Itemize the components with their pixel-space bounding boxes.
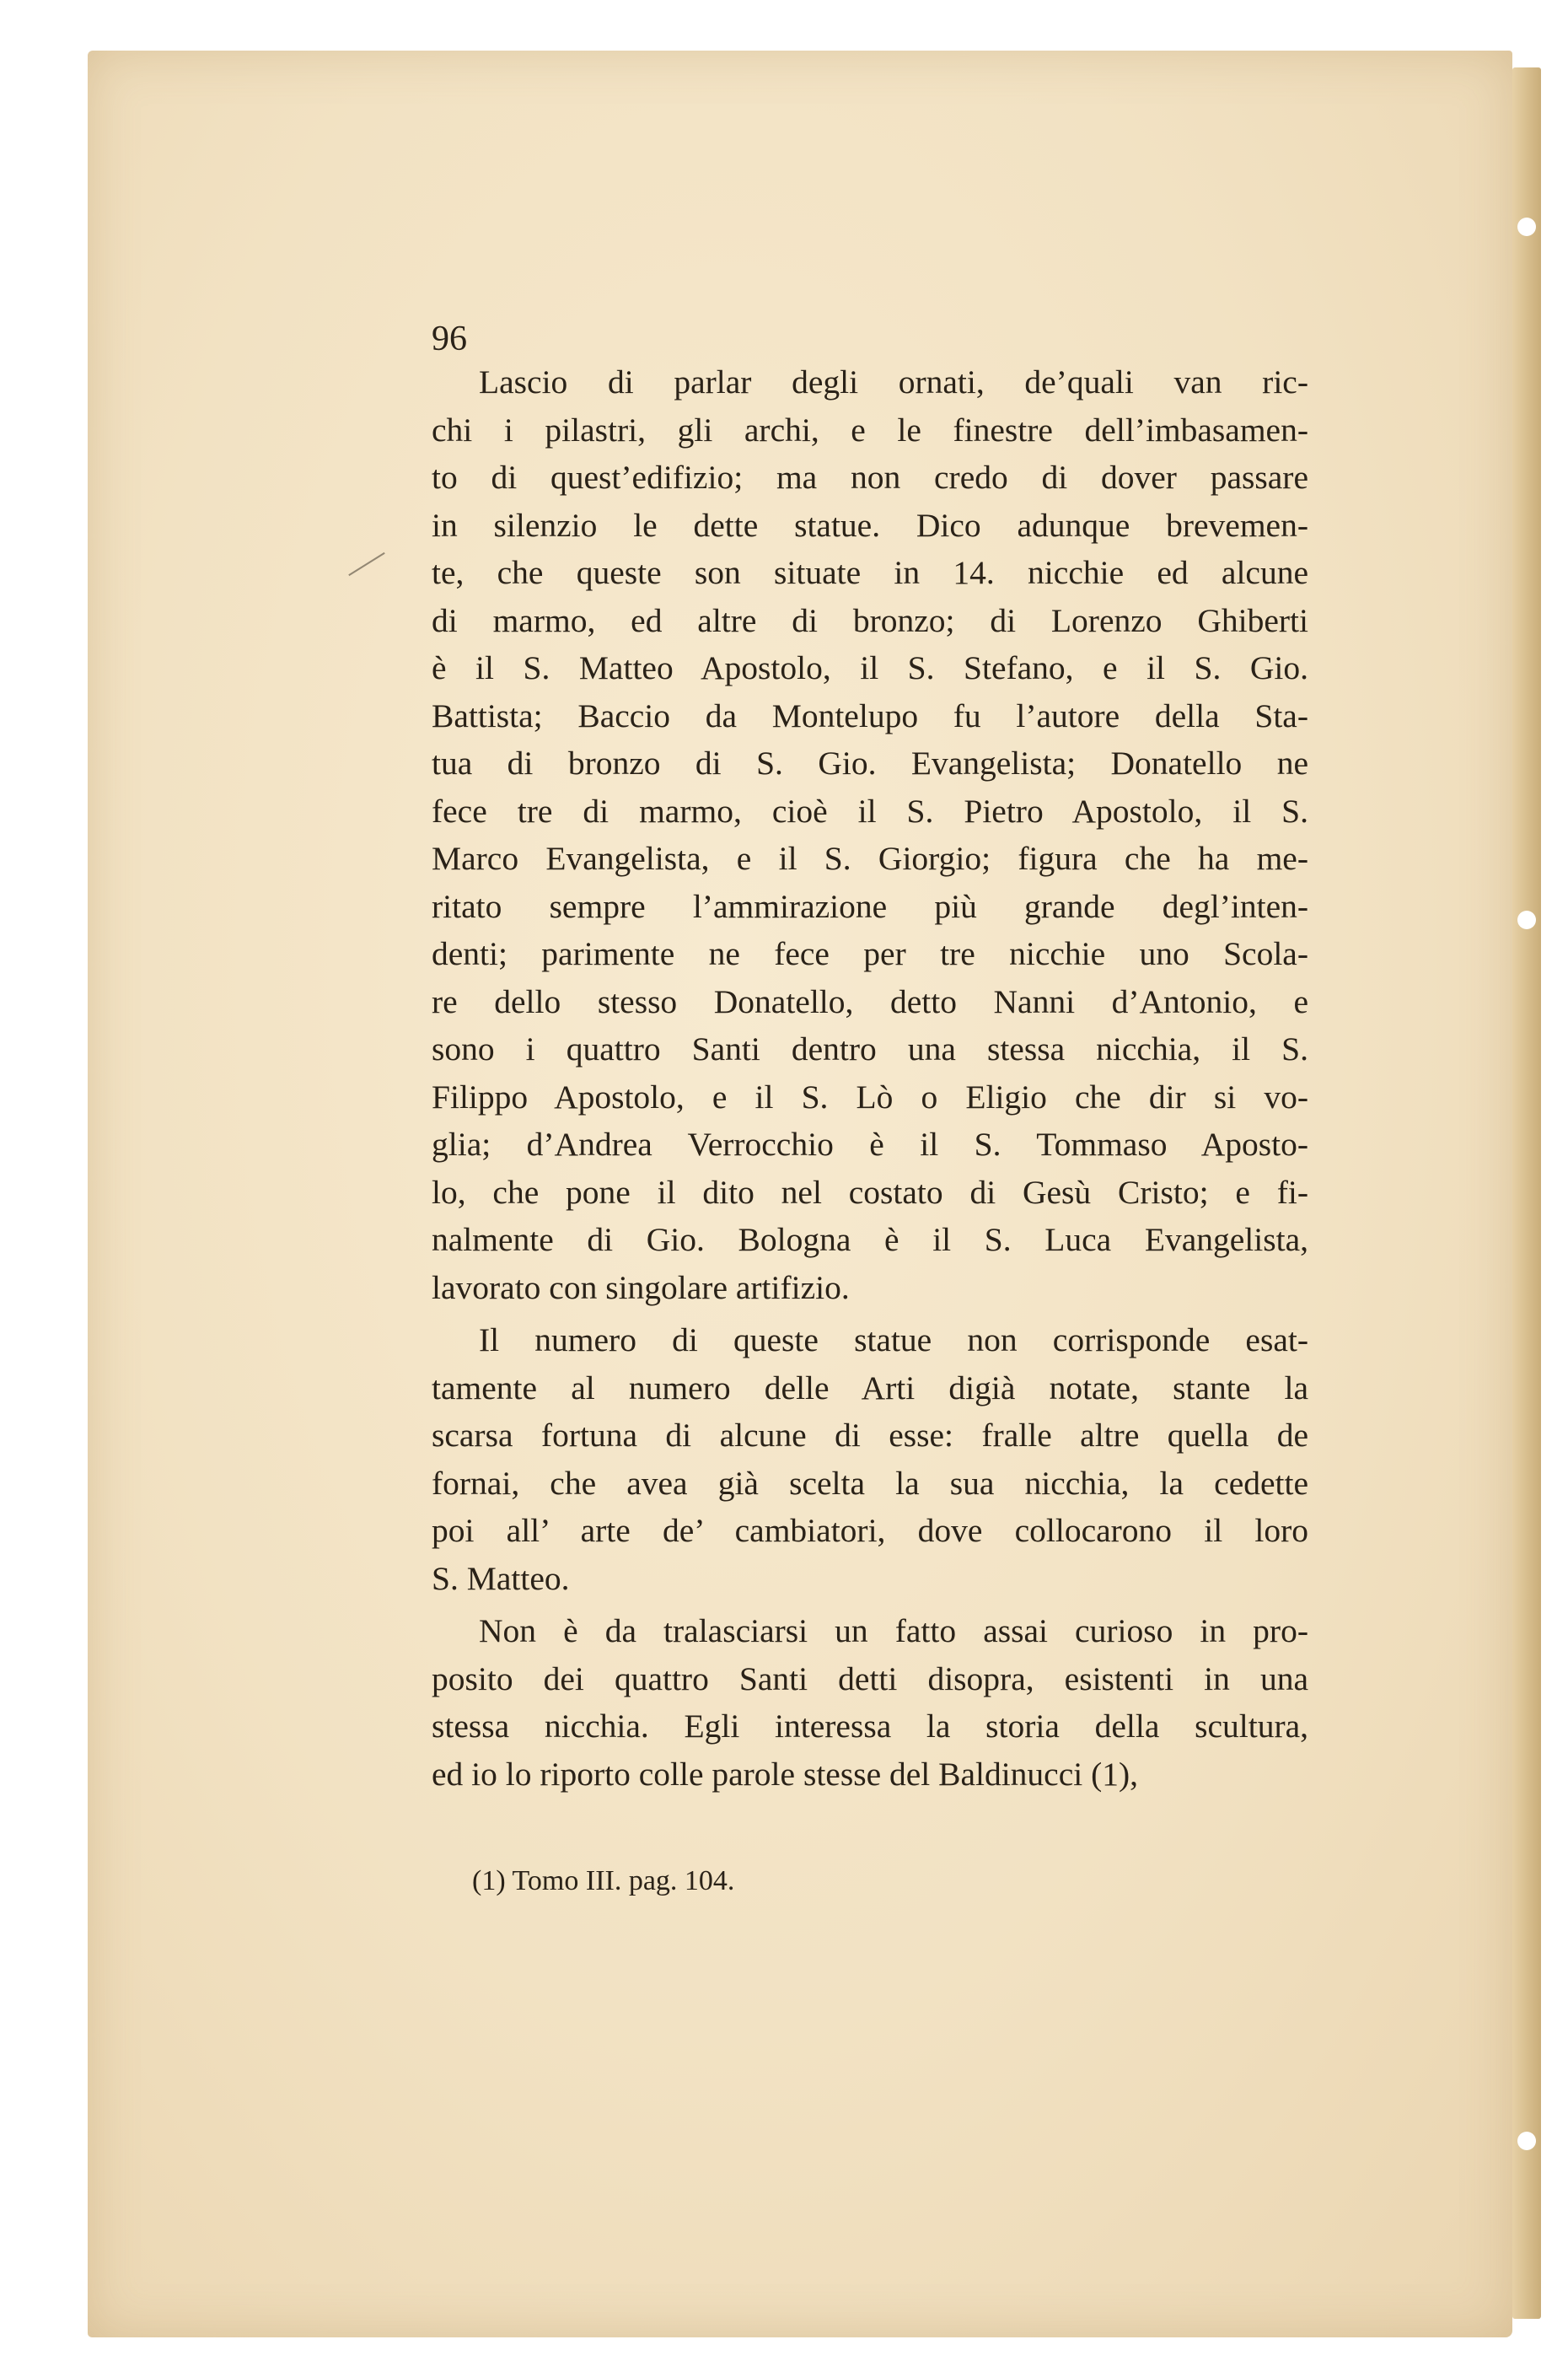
text-line: fornai, che avea già scelta la sua nicchia, la cedette — [432, 1464, 1308, 1502]
text-line: glia; d’Andrea Verrocchio è il S. Tommaso Aposto- — [432, 1126, 1308, 1163]
text-line: S. Matteo. — [432, 1559, 570, 1597]
page-number: 96 — [432, 320, 467, 358]
text-line: in silenzio le dette statue. Dico adunque brevemen- — [432, 506, 1308, 544]
text-line: stessa nicchia. Egli interessa la storia della scultura, — [432, 1708, 1308, 1745]
text-line: è il S. Matteo Apostolo, il S. Stefano, e il S. Gio. — [432, 649, 1308, 686]
binding-hole — [1517, 218, 1536, 236]
text-line: tua di bronzo di S. Gio. Evangelista; Donatello ne — [432, 745, 1308, 782]
binding-edge — [1512, 67, 1541, 2319]
text-line: scarsa fortuna di alcune di esse: fralle altre quella de — [432, 1417, 1308, 1454]
text-line: poi all’ arte de’ cambiatori, dove collocarono il loro — [432, 1512, 1308, 1549]
paragraph — [432, 1607, 1308, 1798]
text-line: chi i pilastri, gli archi, e le finestre dell’imbasamen- — [432, 411, 1308, 449]
paragraph — [432, 358, 1308, 1311]
binding-hole — [1517, 2132, 1536, 2150]
text-line: posito dei quattro Santi detti disopra, esistenti in una — [432, 1659, 1308, 1697]
text-line: denti; parimente ne fece per tre nicchie uno Scola- — [432, 935, 1308, 972]
footnote: (1) Tomo III. pag. 104. — [472, 1865, 735, 1896]
text-line: Lascio di parlar degli ornati, de’quali van ric- — [479, 363, 1308, 401]
text-line: Filippo Apostolo, e il S. Lò o Eligio che dir si vo- — [432, 1078, 1308, 1116]
text-line: lavorato con singolare artifizio. — [432, 1268, 850, 1306]
text-line: Marco Evangelista, e il S. Giorgio; figura che ha me- — [432, 840, 1308, 877]
text-line: fece tre di marmo, cioè il S. Pietro Apostolo, il S. — [432, 792, 1308, 830]
text-line: re dello stesso Donatello, detto Nanni d’Antonio, e — [432, 982, 1308, 1020]
body-text — [432, 358, 1308, 1803]
text-line: nalmente di Gio. Bologna è il S. Luca Evangelista, — [432, 1221, 1308, 1258]
text-line: tamente al numero delle Arti digià notate, stante la — [432, 1369, 1308, 1406]
text-line: ed io lo riporto colle parole stesse del Baldinucci (1), — [432, 1755, 1139, 1793]
binding-hole — [1517, 911, 1536, 929]
text-line: Non è da tralasciarsi un fatto assai curioso in pro- — [479, 1612, 1308, 1649]
text-line: lo, che pone il dito nel costato di Gesù Cristo; e fi- — [432, 1173, 1308, 1211]
text-line: to di quest’edifizio; ma non credo di dover passare — [432, 459, 1308, 496]
paragraph — [432, 1316, 1308, 1602]
text-line: te, che queste son situate in 14. nicchie ed alcune — [432, 554, 1308, 591]
text-line: di marmo, ed altre di bronzo; di Lorenzo Ghiberti — [432, 601, 1308, 639]
text-line: sono i quattro Santi dentro una stessa nicchia, il S. — [432, 1030, 1308, 1068]
text-line: Il numero di queste statue non corrisponde esat- — [479, 1321, 1308, 1358]
text-line: ritato sempre l’ammirazione più grande degl’inten- — [432, 887, 1308, 925]
text-line: Battista; Baccio da Montelupo fu l’autore della Sta- — [432, 696, 1308, 734]
